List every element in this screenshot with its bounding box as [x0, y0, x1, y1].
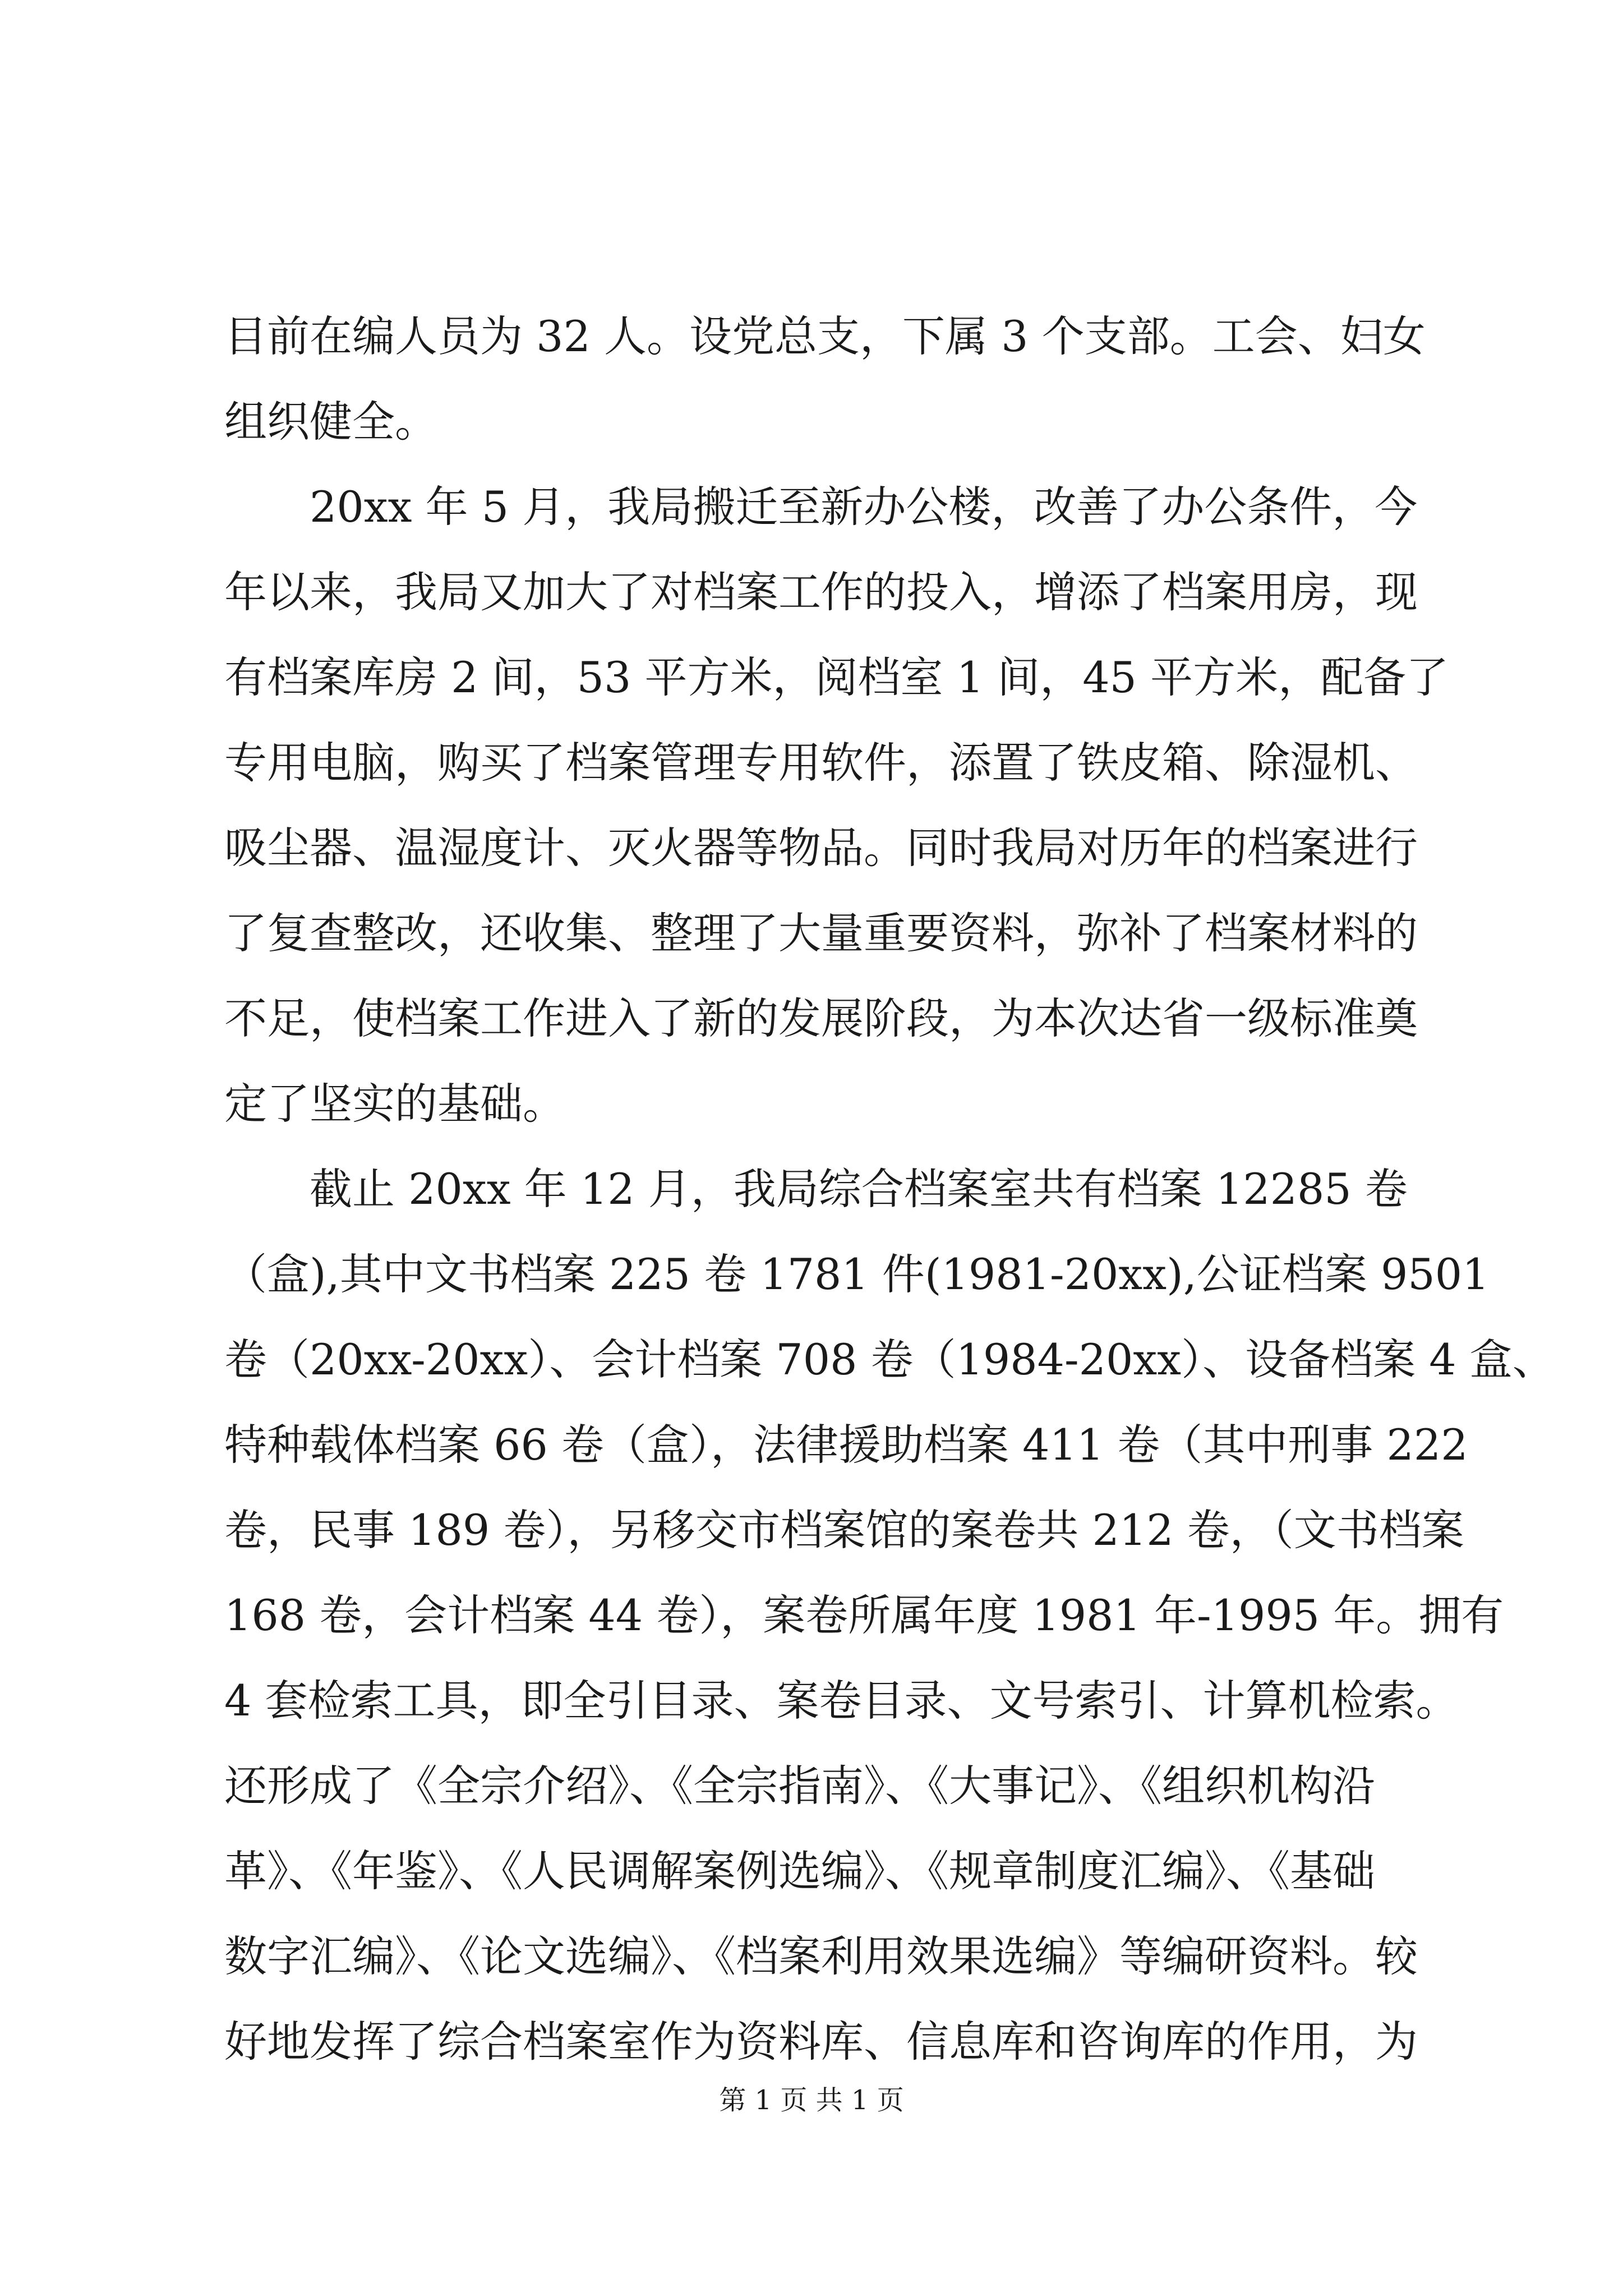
body-text-line: 组织健全。 [224, 397, 437, 447]
body-text-line: 还形成了《全宗介绍》、《全宗指南》、《大事记》、《组织机构沿 [224, 1761, 1375, 1811]
paragraph-first-line: 截止 20xx 年 12 月，我局综合档案室共有档案 12285 卷 [310, 1164, 1408, 1214]
body-text-line: 4 套检索工具，即全引目录、案卷目录、文号索引、计算机检索。 [224, 1676, 1459, 1726]
body-text-line: 了复查整改，还收集、整理了大量重要资料，弥补了档案材料的 [224, 908, 1418, 958]
page-footer: 第 1 页 共 1 页 [719, 2085, 904, 2116]
body-text-line: 168 卷，会计档案 44 卷），案卷所属年度 1981 年-1995 年。拥有 [224, 1590, 1504, 1640]
body-text-line: 目前在编人员为 32 人。设党总支，下属 3 个支部。工会、妇女 [224, 311, 1426, 361]
body-text-line: 定了坚实的基础。 [224, 1079, 565, 1129]
body-text-line: 吸尘器、温湿度计、灭火器等物品。同时我局对历年的档案进行 [224, 823, 1418, 873]
body-text-line: 数字汇编》、《论文选编》、《档案利用效果选编》等编研资料。较 [224, 1931, 1418, 1981]
body-text-line: 有档案库房 2 间，53 平方米，阅档室 1 间，45 平方米，配备了 [224, 652, 1449, 702]
body-text-line: 卷（20xx-20xx）、会计档案 708 卷（1984-20xx）、设备档案 4 盒、 [224, 1335, 1555, 1384]
body-text-line: 卷，民事 189 卷），另移交市档案馆的案卷共 212 卷，（文书档案 [224, 1505, 1464, 1555]
body-text-line: 革》、《年鉴》、《人民调解案例选编》、《规章制度汇编》、《基础 [224, 1846, 1375, 1896]
body-text-line: 特种载体档案 66 卷（盒），法律援助档案 411 卷（其中刑事 222 [224, 1420, 1468, 1470]
paragraph-first-line: 20xx 年 5 月，我局搬迁至新办公楼，改善了办公条件，今 [310, 482, 1418, 532]
body-text-line: 好地发挥了综合档案室作为资料库、信息库和咨询库的作用，为 [224, 2017, 1418, 2067]
body-text-line: 不足，使档案工作进入了新的发展阶段，为本次达省一级标准奠 [224, 993, 1418, 1043]
body-text-line: 专用电脑，购买了档案管理专用软件，添置了铁皮箱、除湿机、 [224, 738, 1418, 788]
body-text-line: 年以来，我局又加大了对档案工作的投入，增添了档案用房，现 [224, 567, 1418, 617]
body-text-line: （盒),其中文书档案 225 卷 1781 件(1981-20xx),公证档案 9501 [224, 1249, 1490, 1299]
